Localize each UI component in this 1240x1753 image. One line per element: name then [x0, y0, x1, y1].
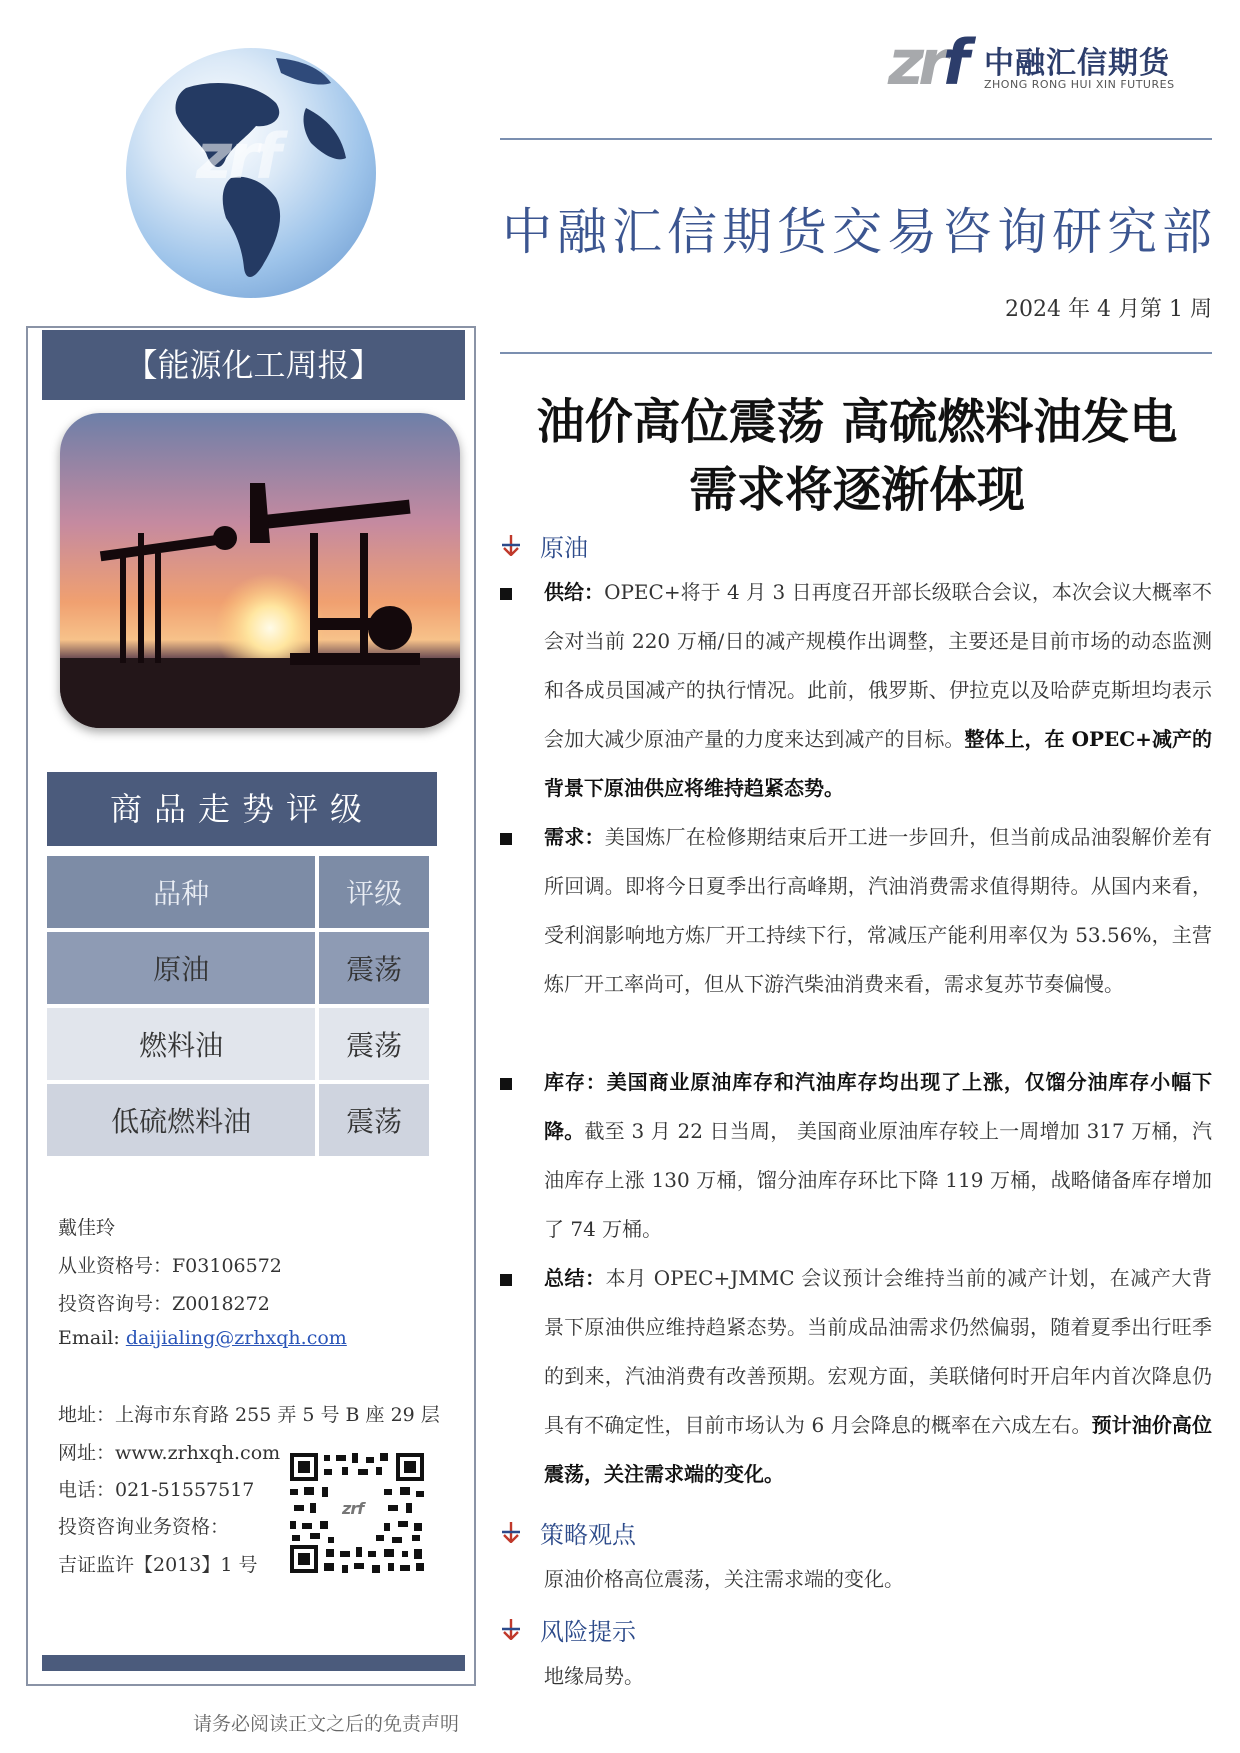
summary-paragraph — [500, 1254, 1212, 1499]
analyst-name: 戴佳玲 — [58, 1217, 116, 1239]
section-crude — [500, 528, 588, 563]
demand-label: 需求： — [544, 825, 605, 849]
supply-conclusion: 整体上，在 OPEC+减产的背景下原油供应将维持趋紧态势。 — [544, 727, 1213, 800]
supply-text: OPEC+将于 4 月 3 日再度召开部长级联合会议，本次会议大概率不会对当前 220 万桶/日的减产规模作出调整，主要还是目前市场的动态监测和各成员国减产的执行情况。此前，俄罗斯、伊拉克以及哈萨克斯坦均表示会加大减少原油产量的力度来达到减产的目标。 — [544, 580, 1212, 751]
logo-name-en: ZHONG RONG HUI XIN FUTURES — [984, 78, 1175, 91]
analyst-qualification: 从业资格号：F03106572 — [58, 1255, 282, 1277]
risk-text: 地缘局势。 — [544, 1664, 644, 1688]
inventory-label: 库存： — [544, 1070, 607, 1094]
license-number: 吉证监许【2013】1 号 — [58, 1554, 258, 1576]
rating-title: 商品走势评级 — [47, 772, 437, 846]
supply-paragraph — [500, 568, 1212, 813]
square-bullet-icon — [500, 588, 512, 600]
header-divider-bottom — [500, 352, 1212, 354]
table-row — [47, 1008, 429, 1080]
company-address: 地址：上海市东育路 255 弄 5 号 B 座 29 层 — [58, 1404, 440, 1426]
strategy-text: 原油价格高位震荡，关注需求端的变化。 — [544, 1567, 904, 1591]
oil-pump-illustration — [60, 413, 460, 728]
email-label: Email: — [58, 1327, 126, 1349]
logo-mark: zrf — [888, 26, 964, 99]
rating-cell: 震荡 — [319, 1008, 429, 1080]
oil-pump-photo — [60, 413, 460, 728]
headline — [502, 388, 1212, 524]
summary-label: 总结： — [544, 1266, 606, 1290]
table-row — [47, 932, 429, 1004]
globe-illustration — [126, 48, 376, 298]
arrow-bullet-icon — [500, 1521, 522, 1549]
logo-name-cn: 中融汇信期货 — [984, 46, 1170, 81]
globe-logo-mark: zrf — [196, 120, 278, 193]
header-divider-top — [500, 138, 1212, 140]
rating-header-commodity: 品种 — [47, 856, 315, 928]
company-phone: 电话：021-51557517 — [58, 1479, 255, 1501]
arrow-bullet-icon — [500, 534, 522, 562]
section-strategy-label: 策略观点 — [540, 1521, 636, 1549]
headline-line-2: 需求将逐渐体现 — [688, 462, 1025, 518]
email-link[interactable]: daijialing@zrhxqh.com — [125, 1327, 347, 1349]
license-label: 投资咨询业务资格： — [58, 1516, 230, 1538]
company-logo — [888, 26, 1228, 100]
supply-label: 供给： — [544, 580, 605, 604]
analyst-consult-number: 投资咨询号：Z0018272 — [58, 1293, 270, 1315]
rating-table — [43, 852, 433, 1160]
department-title: 中融汇信期货交易咨询研究部 — [502, 203, 1217, 261]
arrow-bullet-icon — [500, 1618, 522, 1646]
inventory-text: 截至 3 月 22 日当周， 美国商业原油库存较上一周增加 317 万桶，汽油库存上涨 130 万桶，馏分油库存环比下降 119 万桶，战略储备库存增加了 74 万桶。 — [544, 1119, 1212, 1241]
commodity-cell: 低硫燃料油 — [47, 1084, 315, 1156]
inventory-conclusion: 美国商业原油库存和汽油库存均出现了上涨，仅馏分油库存小幅下降。 — [544, 1070, 1213, 1143]
report-type-banner: 【能源化工周报】 — [42, 330, 465, 400]
rating-cell: 震荡 — [319, 932, 429, 1004]
table-row — [47, 1084, 429, 1156]
rating-table-header — [47, 856, 429, 928]
summary-conclusion: 预计油价高位震荡，关注需求端的变化。 — [544, 1413, 1212, 1486]
qr-code — [288, 1451, 426, 1575]
headline-line-1: 油价高位震荡 高硫燃料油发电 — [536, 394, 1178, 450]
commodity-cell: 燃料油 — [47, 1008, 315, 1080]
company-website: 网址：www.zrhxqh.com — [58, 1442, 281, 1464]
commodity-cell: 原油 — [47, 932, 315, 1004]
rating-cell: 震荡 — [319, 1084, 429, 1156]
square-bullet-icon — [500, 1274, 512, 1286]
demand-paragraph — [500, 813, 1212, 1009]
qr-logo-mark: zrf — [342, 1499, 364, 1518]
disclaimer-note: 请务必阅读正文之后的免责声明 — [193, 1713, 460, 1735]
section-crude-label: 原油 — [540, 534, 588, 562]
square-bullet-icon — [500, 1078, 512, 1090]
sidebar-footer-bar — [42, 1655, 465, 1671]
demand-text: 美国炼厂在检修期结束后开工进一步回升，但当前成品油裂解价差有所回调。即将今日夏季出行高峰期，汽油消费需求值得期待。从国内来看，受利润影响地方炼厂开工持续下行，常减压产能利用率仅为 53.56%，主营炼厂开工率尚可，但从下游汽柴油消费来看，需求复苏节奏偏慢。 — [544, 825, 1212, 996]
summary-text: 本月 OPEC+JMMC 会议预计会维持当前的减产计划，在减产大背景下原油供应维持趋紧态势。当前成品油需求仍然偏弱，随着夏季出行旺季的到来，汽油消费有改善预期。宏观方面，美联储何时开启年内首次降息仍具有不确定性，目前市场认为 6 月会降息的概率在六成左右。 — [544, 1266, 1212, 1437]
rating-header-rating: 评级 — [319, 856, 429, 928]
section-strategy — [500, 1515, 636, 1550]
analyst-email-row — [58, 1327, 347, 1349]
inventory-paragraph — [500, 1058, 1212, 1254]
square-bullet-icon — [500, 833, 512, 845]
section-risk — [500, 1612, 636, 1647]
section-risk-label: 风险提示 — [540, 1618, 636, 1646]
report-date: 2024 年 4 月第 1 周 — [1005, 297, 1212, 322]
